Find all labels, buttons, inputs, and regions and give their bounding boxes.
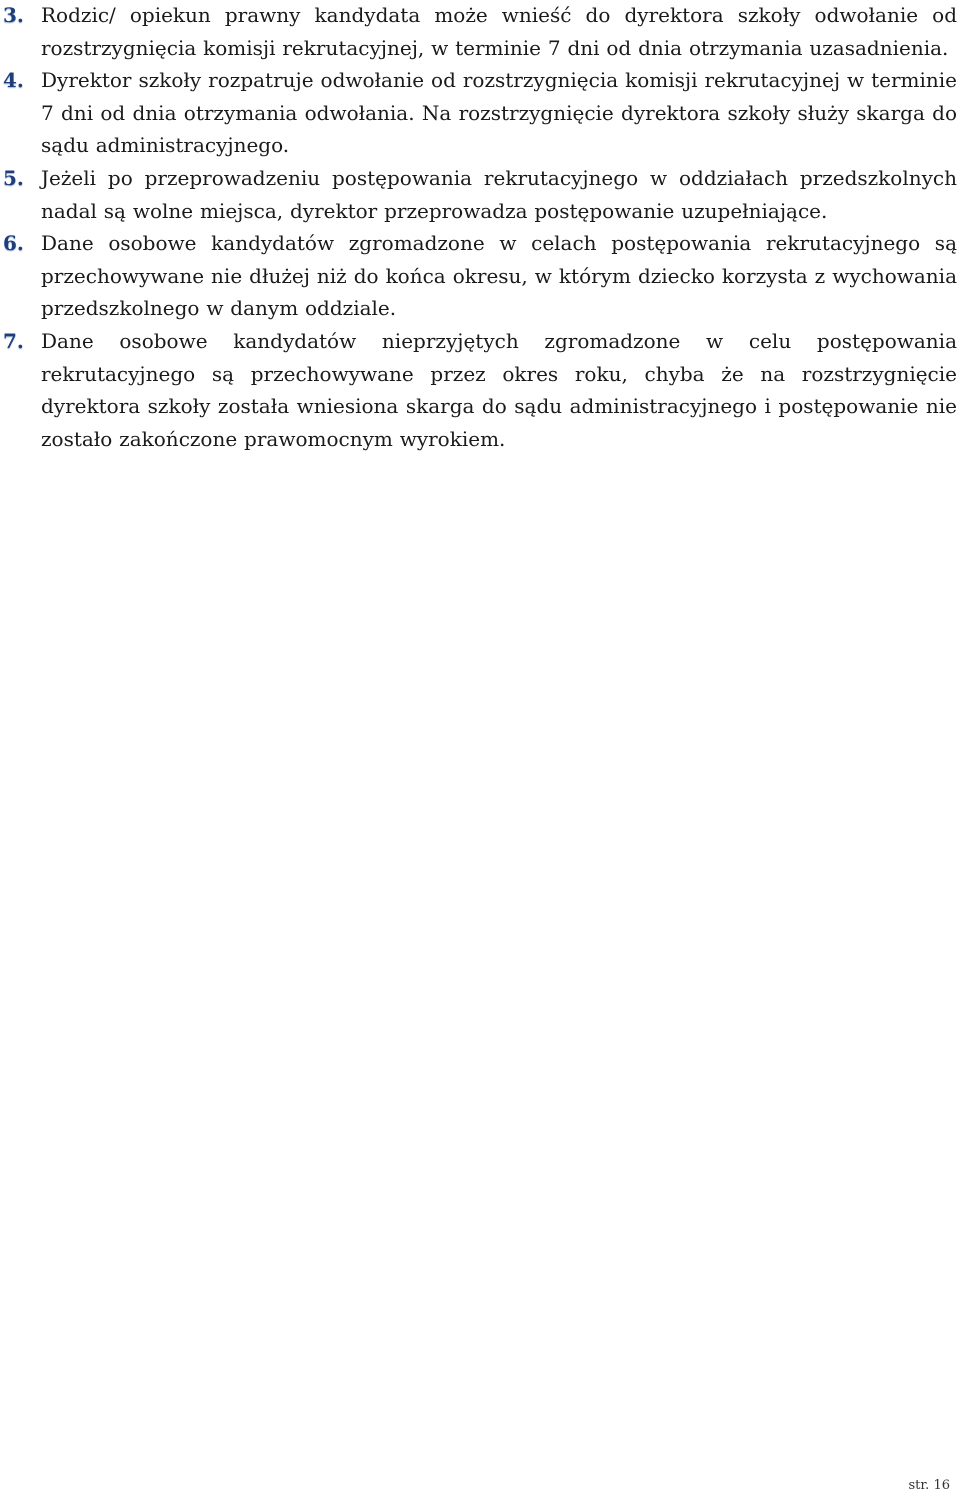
list-item: [0, 162, 960, 227]
item-text: Jeżeli po przeprowadzeniu postępowania rekrutacyjnego w oddziałach przedszkolnych nadal są wolne miejsca, dyrektor przeprowadza postępowanie uzupełniające.: [41, 165, 957, 223]
item-number: 3.: [3, 3, 24, 27]
list-item: [0, 64, 960, 162]
numbered-list: [0, 0, 960, 455]
list-item: [0, 227, 960, 325]
item-number: 4.: [3, 68, 24, 93]
item-number: 7.: [3, 328, 24, 353]
list-item: [0, 0, 960, 64]
item-number: 6.: [3, 231, 24, 256]
item-text: Dane osobowe kandydatów zgromadzone w celach postępowania rekrutacyjnego są przechowywane nie dłużej niż do końca okresu, w którym dziecko korzysta z wychowania przedszkolnego w danym oddziale.: [41, 231, 957, 321]
item-text: Rodzic/ opiekun prawny kandydata może wnieść do dyrektora szkoły odwołanie od rozstrzygnięcia komisji rekrutacyjnej, w terminie 7 dni od dnia otrzymania uzasadnienia.: [41, 3, 957, 60]
page-number: str. 16: [908, 1478, 950, 1493]
list-item: [0, 325, 960, 455]
item-text: Dane osobowe kandydatów nieprzyjętych zgromadzone w celu postępowania rekrutacyjnego są przechowywane przez okres roku, chyba że na rozstrzygnięcie dyrektora szkoły została wniesiona skarga do sądu administracyjnego i postępowanie nie zostało zakończone prawomocnym wyrokiem.: [41, 328, 957, 451]
item-text: Dyrektor szkoły rozpatruje odwołanie od rozstrzygnięcia komisji rekrutacyjnej w terminie 7 dni od dnia otrzymania odwołania. Na rozstrzygnięcie dyrektora szkoły służy skarga do sądu administracyjnego.: [41, 68, 957, 158]
item-number: 5.: [3, 165, 24, 190]
